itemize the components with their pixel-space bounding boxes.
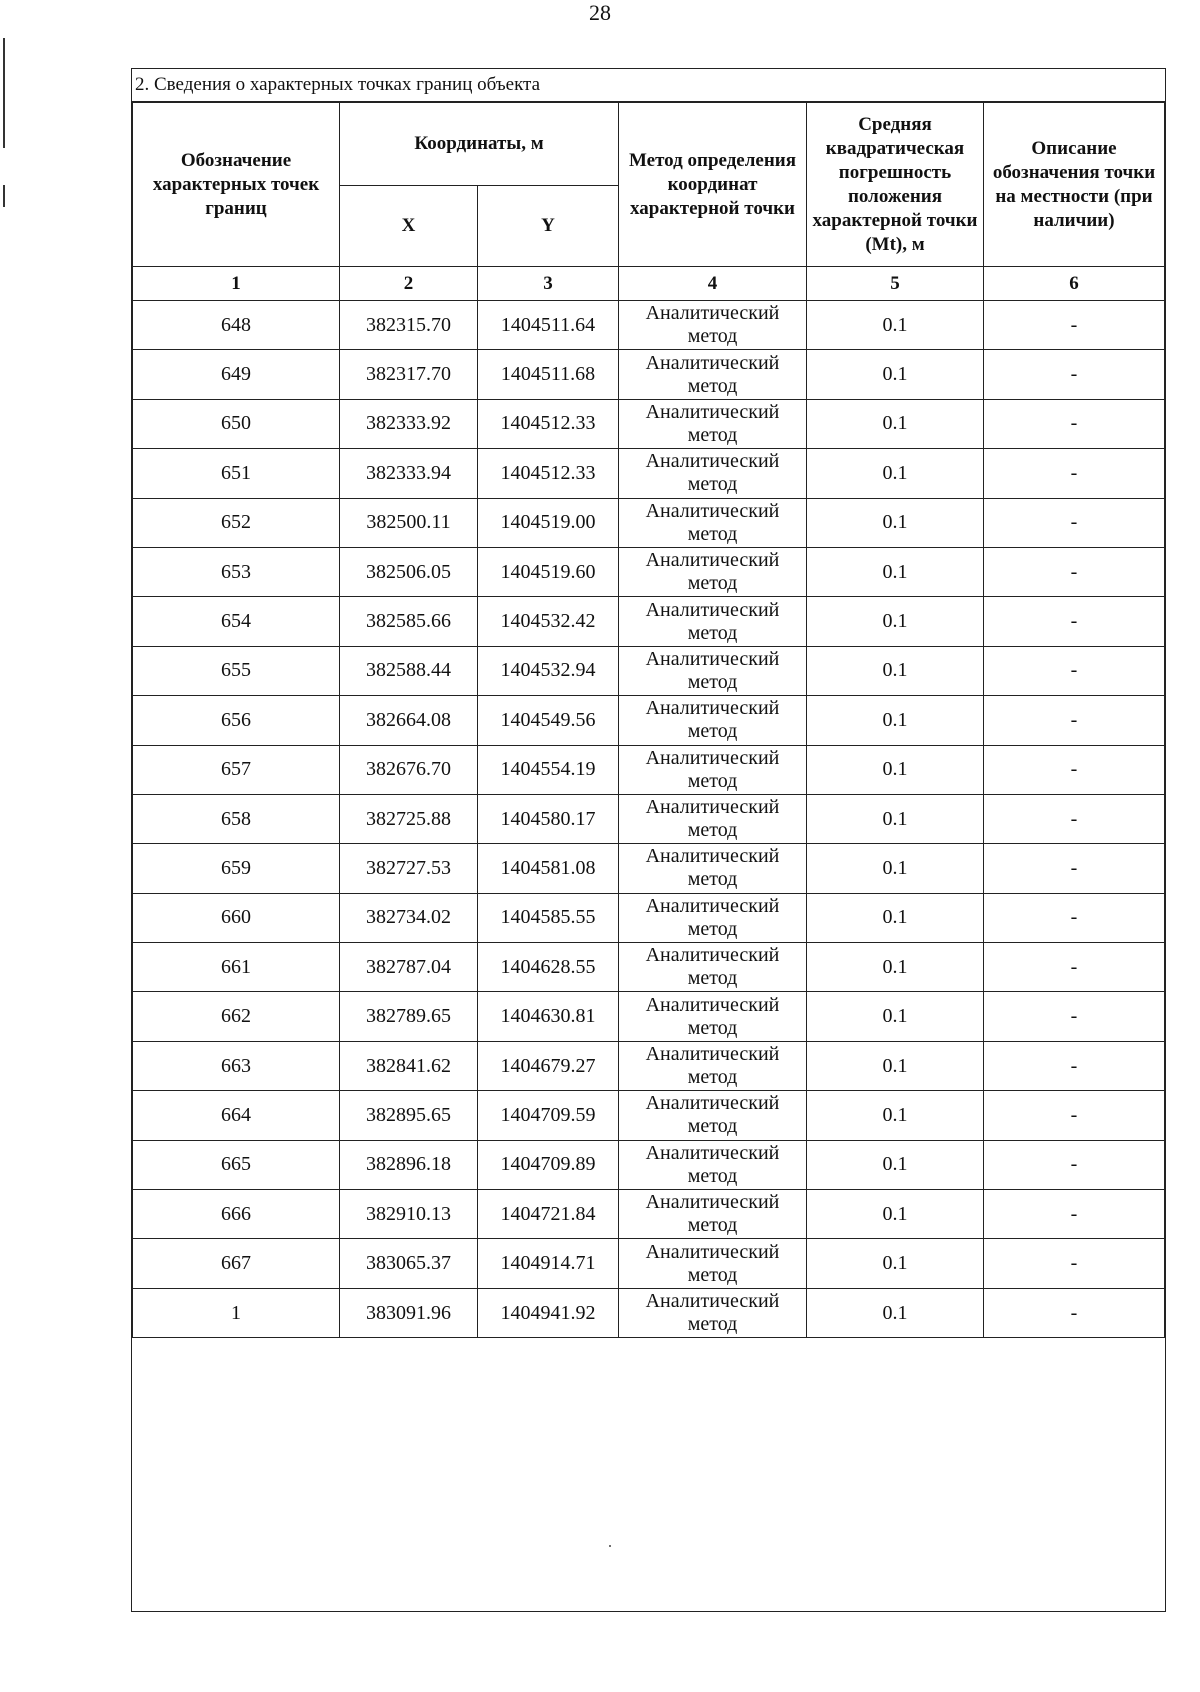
point-id: 1 <box>133 1288 340 1337</box>
point-id: 652 <box>133 498 340 547</box>
method-cell: Аналитический метод <box>619 844 807 893</box>
coord-x: 383065.37 <box>340 1239 478 1288</box>
coord-y: 1404549.56 <box>478 696 619 745</box>
table-row <box>133 992 1165 1041</box>
coord-x: 382333.92 <box>340 399 478 448</box>
header-designation: Обозначение характерных точек границ <box>133 103 340 267</box>
column-number: 6 <box>984 267 1165 301</box>
coord-x: 382725.88 <box>340 794 478 843</box>
coord-y: 1404721.84 <box>478 1190 619 1239</box>
coord-y: 1404709.59 <box>478 1091 619 1140</box>
header-coordinates: Координаты, м <box>340 103 619 186</box>
header-description: Описание обозначения точки на местности (при наличии) <box>984 103 1165 267</box>
table-row <box>133 646 1165 695</box>
coord-y: 1404585.55 <box>478 893 619 942</box>
description-cell: - <box>984 547 1165 596</box>
scan-speck <box>609 1545 611 1547</box>
error-cell: 0.1 <box>807 449 984 498</box>
description-cell: - <box>984 1140 1165 1189</box>
error-cell: 0.1 <box>807 547 984 596</box>
method-cell: Аналитический метод <box>619 301 807 350</box>
table-row <box>133 794 1165 843</box>
coord-y: 1404554.19 <box>478 745 619 794</box>
description-cell: - <box>984 1190 1165 1239</box>
coord-y: 1404519.00 <box>478 498 619 547</box>
column-number: 3 <box>478 267 619 301</box>
method-cell: Аналитический метод <box>619 547 807 596</box>
error-cell: 0.1 <box>807 893 984 942</box>
column-number: 2 <box>340 267 478 301</box>
table-row <box>133 844 1165 893</box>
document-frame <box>131 68 1166 1612</box>
table-row <box>133 449 1165 498</box>
method-cell: Аналитический метод <box>619 597 807 646</box>
coord-x: 382500.11 <box>340 498 478 547</box>
coord-y: 1404511.64 <box>478 301 619 350</box>
error-cell: 0.1 <box>807 844 984 893</box>
scan-edge-mark <box>3 38 5 148</box>
point-id: 667 <box>133 1239 340 1288</box>
empty-area <box>132 1405 1165 1611</box>
column-number: 1 <box>133 267 340 301</box>
coord-y: 1404511.68 <box>478 350 619 399</box>
coord-y: 1404519.60 <box>478 547 619 596</box>
point-id: 665 <box>133 1140 340 1189</box>
coord-y: 1404630.81 <box>478 992 619 1041</box>
point-id: 655 <box>133 646 340 695</box>
point-id: 650 <box>133 399 340 448</box>
header-method: Метод определения координат характерной точки <box>619 103 807 267</box>
coord-y: 1404914.71 <box>478 1239 619 1288</box>
table-row <box>133 301 1165 350</box>
description-cell: - <box>984 992 1165 1041</box>
coord-x: 382506.05 <box>340 547 478 596</box>
point-id: 664 <box>133 1091 340 1140</box>
coord-y: 1404532.94 <box>478 646 619 695</box>
header-x: X <box>340 186 478 267</box>
page-number: 28 <box>589 0 611 25</box>
coord-y: 1404709.89 <box>478 1140 619 1189</box>
description-cell: - <box>984 943 1165 992</box>
table-row <box>133 1288 1165 1337</box>
description-cell: - <box>984 844 1165 893</box>
header-error: Средняя квадратическая погрешность положения характерной точки (Mt), м <box>807 103 984 267</box>
method-cell: Аналитический метод <box>619 992 807 1041</box>
method-cell: Аналитический метод <box>619 449 807 498</box>
coord-x: 382910.13 <box>340 1190 478 1239</box>
method-cell: Аналитический метод <box>619 1190 807 1239</box>
table-row <box>133 498 1165 547</box>
section-title: 2. Сведения о характерных точках границ объекта <box>132 69 1165 102</box>
coord-y: 1404512.33 <box>478 449 619 498</box>
table-row <box>133 547 1165 596</box>
column-number: 5 <box>807 267 984 301</box>
coord-y: 1404628.55 <box>478 943 619 992</box>
point-id: 666 <box>133 1190 340 1239</box>
error-cell: 0.1 <box>807 301 984 350</box>
table-row <box>133 1041 1165 1090</box>
point-id: 660 <box>133 893 340 942</box>
error-cell: 0.1 <box>807 350 984 399</box>
coord-x: 383091.96 <box>340 1288 478 1337</box>
coord-y: 1404941.92 <box>478 1288 619 1337</box>
coord-x: 382333.94 <box>340 449 478 498</box>
description-cell: - <box>984 1041 1165 1090</box>
description-cell: - <box>984 794 1165 843</box>
description-cell: - <box>984 696 1165 745</box>
table-row <box>133 1091 1165 1140</box>
description-cell: - <box>984 350 1165 399</box>
table-row <box>133 696 1165 745</box>
coord-x: 382896.18 <box>340 1140 478 1189</box>
description-cell: - <box>984 745 1165 794</box>
method-cell: Аналитический метод <box>619 498 807 547</box>
method-cell: Аналитический метод <box>619 1041 807 1090</box>
description-cell: - <box>984 597 1165 646</box>
method-cell: Аналитический метод <box>619 696 807 745</box>
method-cell: Аналитический метод <box>619 646 807 695</box>
method-cell: Аналитический метод <box>619 794 807 843</box>
coord-x: 382841.62 <box>340 1041 478 1090</box>
point-id: 657 <box>133 745 340 794</box>
error-cell: 0.1 <box>807 794 984 843</box>
point-id: 659 <box>133 844 340 893</box>
point-id: 653 <box>133 547 340 596</box>
error-cell: 0.1 <box>807 745 984 794</box>
error-cell: 0.1 <box>807 992 984 1041</box>
description-cell: - <box>984 399 1165 448</box>
method-cell: Аналитический метод <box>619 1239 807 1288</box>
point-id: 658 <box>133 794 340 843</box>
description-cell: - <box>984 301 1165 350</box>
table-row <box>133 943 1165 992</box>
coord-y: 1404512.33 <box>478 399 619 448</box>
error-cell: 0.1 <box>807 1041 984 1090</box>
error-cell: 0.1 <box>807 646 984 695</box>
coord-x: 382588.44 <box>340 646 478 695</box>
error-cell: 0.1 <box>807 943 984 992</box>
table-row <box>133 399 1165 448</box>
table-row <box>133 1239 1165 1288</box>
point-id: 654 <box>133 597 340 646</box>
description-cell: - <box>984 1239 1165 1288</box>
table-row <box>133 1190 1165 1239</box>
coord-x: 382787.04 <box>340 943 478 992</box>
error-cell: 0.1 <box>807 399 984 448</box>
table-row <box>133 893 1165 942</box>
error-cell: 0.1 <box>807 1288 984 1337</box>
error-cell: 0.1 <box>807 1190 984 1239</box>
coord-x: 382317.70 <box>340 350 478 399</box>
coord-x: 382895.65 <box>340 1091 478 1140</box>
method-cell: Аналитический метод <box>619 1140 807 1189</box>
description-cell: - <box>984 1091 1165 1140</box>
error-cell: 0.1 <box>807 696 984 745</box>
coord-x: 382789.65 <box>340 992 478 1041</box>
boundary-points-table <box>132 102 1165 1338</box>
coord-y: 1404580.17 <box>478 794 619 843</box>
method-cell: Аналитический метод <box>619 943 807 992</box>
coord-y: 1404679.27 <box>478 1041 619 1090</box>
point-id: 651 <box>133 449 340 498</box>
error-cell: 0.1 <box>807 597 984 646</box>
header-y: Y <box>478 186 619 267</box>
coord-x: 382585.66 <box>340 597 478 646</box>
coord-y: 1404581.08 <box>478 844 619 893</box>
error-cell: 0.1 <box>807 1239 984 1288</box>
point-id: 656 <box>133 696 340 745</box>
method-cell: Аналитический метод <box>619 893 807 942</box>
table-row <box>133 597 1165 646</box>
column-number: 4 <box>619 267 807 301</box>
coord-x: 382734.02 <box>340 893 478 942</box>
method-cell: Аналитический метод <box>619 745 807 794</box>
scan-edge-mark <box>3 185 5 207</box>
table-row <box>133 350 1165 399</box>
table-row <box>133 1140 1165 1189</box>
description-cell: - <box>984 1288 1165 1337</box>
description-cell: - <box>984 646 1165 695</box>
description-cell: - <box>984 893 1165 942</box>
description-cell: - <box>984 498 1165 547</box>
coord-x: 382727.53 <box>340 844 478 893</box>
error-cell: 0.1 <box>807 1140 984 1189</box>
error-cell: 0.1 <box>807 1091 984 1140</box>
error-cell: 0.1 <box>807 498 984 547</box>
table-row <box>133 745 1165 794</box>
coord-y: 1404532.42 <box>478 597 619 646</box>
coord-x: 382315.70 <box>340 301 478 350</box>
point-id: 661 <box>133 943 340 992</box>
method-cell: Аналитический метод <box>619 1091 807 1140</box>
point-id: 649 <box>133 350 340 399</box>
method-cell: Аналитический метод <box>619 399 807 448</box>
method-cell: Аналитический метод <box>619 350 807 399</box>
method-cell: Аналитический метод <box>619 1288 807 1337</box>
point-id: 662 <box>133 992 340 1041</box>
coord-x: 382664.08 <box>340 696 478 745</box>
point-id: 648 <box>133 301 340 350</box>
point-id: 663 <box>133 1041 340 1090</box>
coord-x: 382676.70 <box>340 745 478 794</box>
description-cell: - <box>984 449 1165 498</box>
